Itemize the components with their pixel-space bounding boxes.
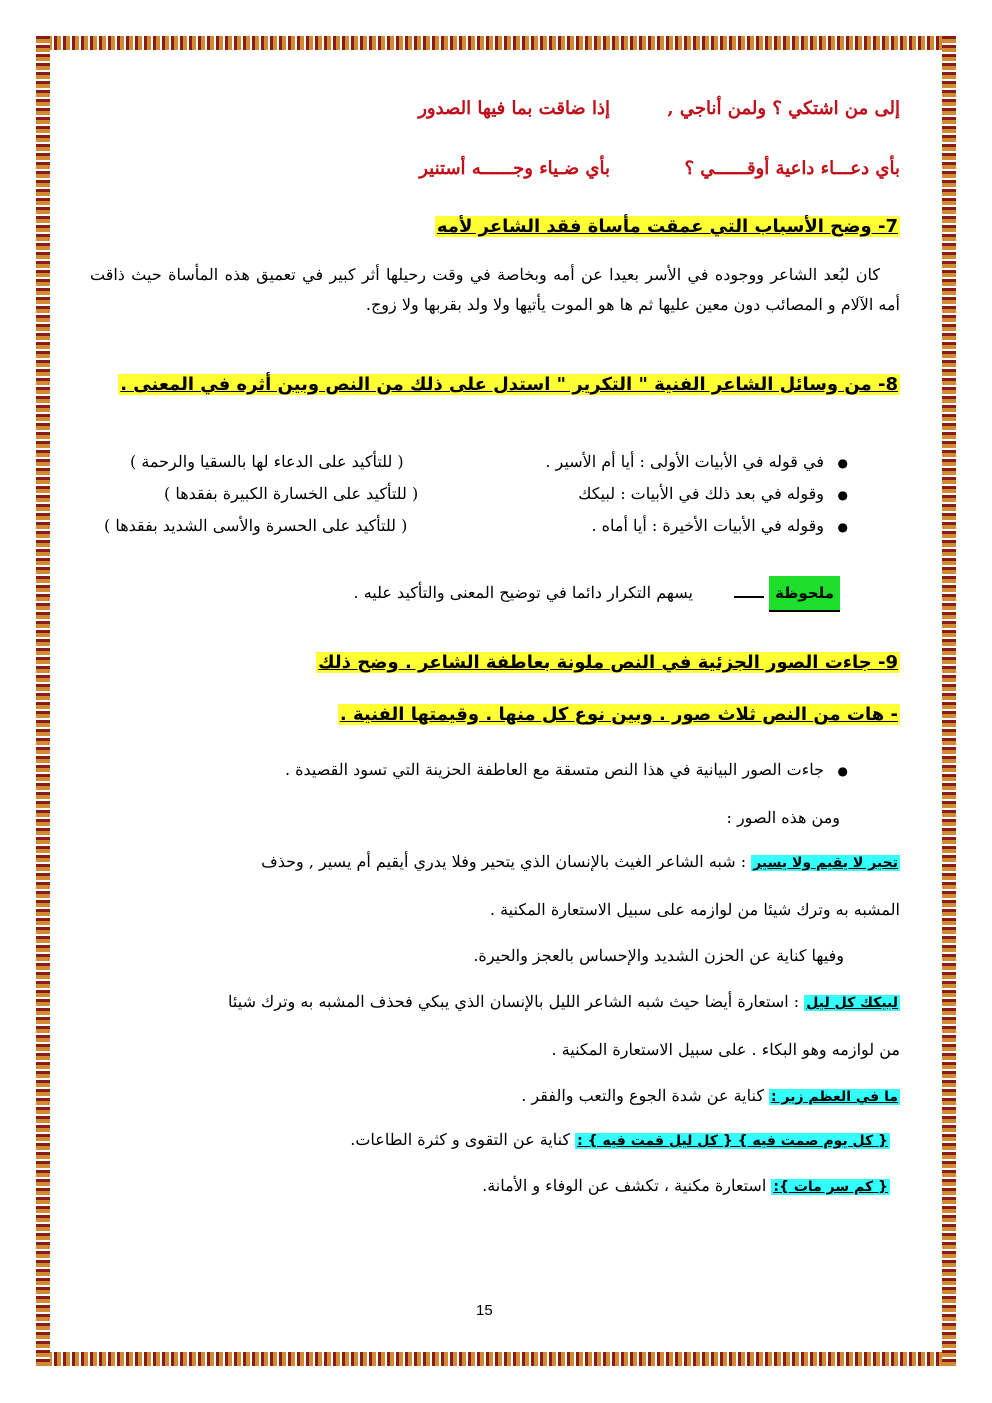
note-underline	[734, 596, 764, 598]
q9-image-4-text: كناية عن التقوى و كثرة الطاعات.	[350, 1130, 571, 1149]
q9-bullet	[80, 760, 900, 786]
poem-line-2-left: بأي ضـياء وجــــــه أستنير	[419, 158, 610, 179]
q9-image-4-label: { كل يوم صمت فيه } { كل ليل قمت فيه } :	[577, 1133, 888, 1149]
q9-image-5	[482, 1176, 890, 1195]
bullet-dot: ●	[837, 764, 848, 778]
q9-heading-1: 9- جاءت الصور الجزئية في النص ملونة بعاطفة الشاعر . وضح ذلك	[318, 652, 898, 673]
q8-heading: 8- من وسائل الشاعر الفنية " التكرير " استدل على ذلك من النص وبين أثره في المعنى .	[120, 374, 898, 395]
q8-bullet-3-text: وقوله في الأبيات الأخيرة : أيا أماه .	[591, 516, 824, 535]
q9-image-3-label: ما في العظم زير :	[771, 1089, 898, 1105]
q8-bullet-1-text: في قوله في الأبيات الأولى : أيا أم الأسير .	[545, 452, 824, 471]
q9-image-1-text-1: : شبه الشاعر الغيث بالإنسان الذي يتحير وفلا يدري أيقيم أم يسير , وحذف	[261, 852, 747, 871]
q9-heading-2-wrap	[338, 704, 900, 725]
q9-intro: ومن هذه الصور :	[726, 808, 840, 827]
page-border-bottom	[36, 1352, 956, 1366]
q8-bullet-3	[80, 516, 900, 542]
q9-image-3-text: كناية عن شدة الجوع والتعب والفقر .	[521, 1086, 764, 1105]
q7-answer: كان لبُعد الشاعر ووجوده في الأسر بعيدا عن أمه وبخاصة في وقت رحيلها أثر كبير في تعميق هذه المأساة حيث ذاقت أمه الآلام و المصائب دون معين عليها ثم ها هو الموت يأتيها ولا ولد بقربها ولا زوج.	[90, 265, 900, 314]
q9-heading-2: - هات من النص ثلاث صور . وبين نوع كل منها . وقيمتها الفنية .	[339, 704, 898, 725]
q9-image-4	[350, 1130, 890, 1149]
note-label: ملحوظة	[769, 576, 840, 612]
q9-image-5-text: استعارة مكنية ، تكشف عن الوفاء و الأمانة.	[482, 1176, 767, 1195]
q9-image-5-label: { كم سر مات }:	[773, 1179, 888, 1195]
q8-note	[354, 576, 840, 612]
q8-bullet-3-note: ( للتأكيد على الحسرة والأسى الشديد بفقدها )	[104, 516, 408, 535]
q9-image-2-label: لبيكك كل ليل	[806, 995, 898, 1011]
page-border-left	[36, 36, 50, 1366]
bullet-dot: ●	[837, 488, 848, 502]
q7-heading: 7- وضح الأسباب التي عمقت مأساة فقد الشاعر لأمه	[436, 216, 898, 237]
q8-bullet-2-text: وقوله في بعد ذلك في الأبيات : لبيكك	[578, 484, 824, 503]
q8-bullet-1-note: ( للتأكيد على الدعاء لها بالسقيا والرحمة )	[130, 452, 404, 471]
q9-image-2-text-1: : استعارة أيضا حيث شبه الشاعر الليل بالإنسان الذي يبكي فحذف المشبه به وترك شيئا	[228, 992, 800, 1011]
q7-heading-wrap	[435, 216, 900, 237]
q8-bullet-1	[80, 452, 900, 478]
q8-bullet-2-note: ( للتأكيد على الخسارة الكبيرة بفقدها )	[164, 484, 419, 503]
q9-image-2-text-2: من لوازمه وهو البكاء . على سبيل الاستعارة المكنية .	[551, 1040, 900, 1059]
q9-heading-1-wrap	[316, 652, 900, 673]
q9-image-2-line-1	[70, 992, 900, 1011]
q8-heading-wrap	[118, 374, 900, 395]
q9-image-1-text-3: وفيها كناية عن الحزن الشديد والإحساس بالعجز والحيرة.	[473, 946, 844, 965]
page-number: 15	[476, 1302, 493, 1319]
page-border-right	[942, 36, 956, 1366]
q8-bullet-2	[80, 484, 900, 510]
q9-image-1-label: تحير لا يقيم ولا يسير	[753, 855, 898, 871]
poem-line-1-right: إلى من اشتكي ؟ ولمن أناجي ,	[667, 98, 900, 119]
poem-line-2-right: بأي دعـــاء داعية أوقــــــي ؟	[684, 158, 900, 179]
q9-image-1-line-1	[80, 852, 900, 871]
poem-line-1-left: إذا ضاقت بما فيها الصدور	[418, 98, 610, 119]
note-text: يسهم التكرار دائما في توضيح المعنى والتأكيد عليه .	[353, 583, 693, 602]
bullet-dot: ●	[837, 520, 848, 534]
bullet-dot: ●	[837, 456, 848, 470]
q9-image-3	[521, 1086, 900, 1105]
q9-bullet-text: جاءت الصور البيانية في هذا النص متسقة مع العاطفة الحزينة التي تسود القصيدة .	[284, 760, 824, 779]
page-border-top	[36, 36, 956, 50]
q9-image-1-text-2: المشبه به وترك شيئا من لوازمه على سبيل الاستعارة المكنية .	[489, 900, 900, 919]
